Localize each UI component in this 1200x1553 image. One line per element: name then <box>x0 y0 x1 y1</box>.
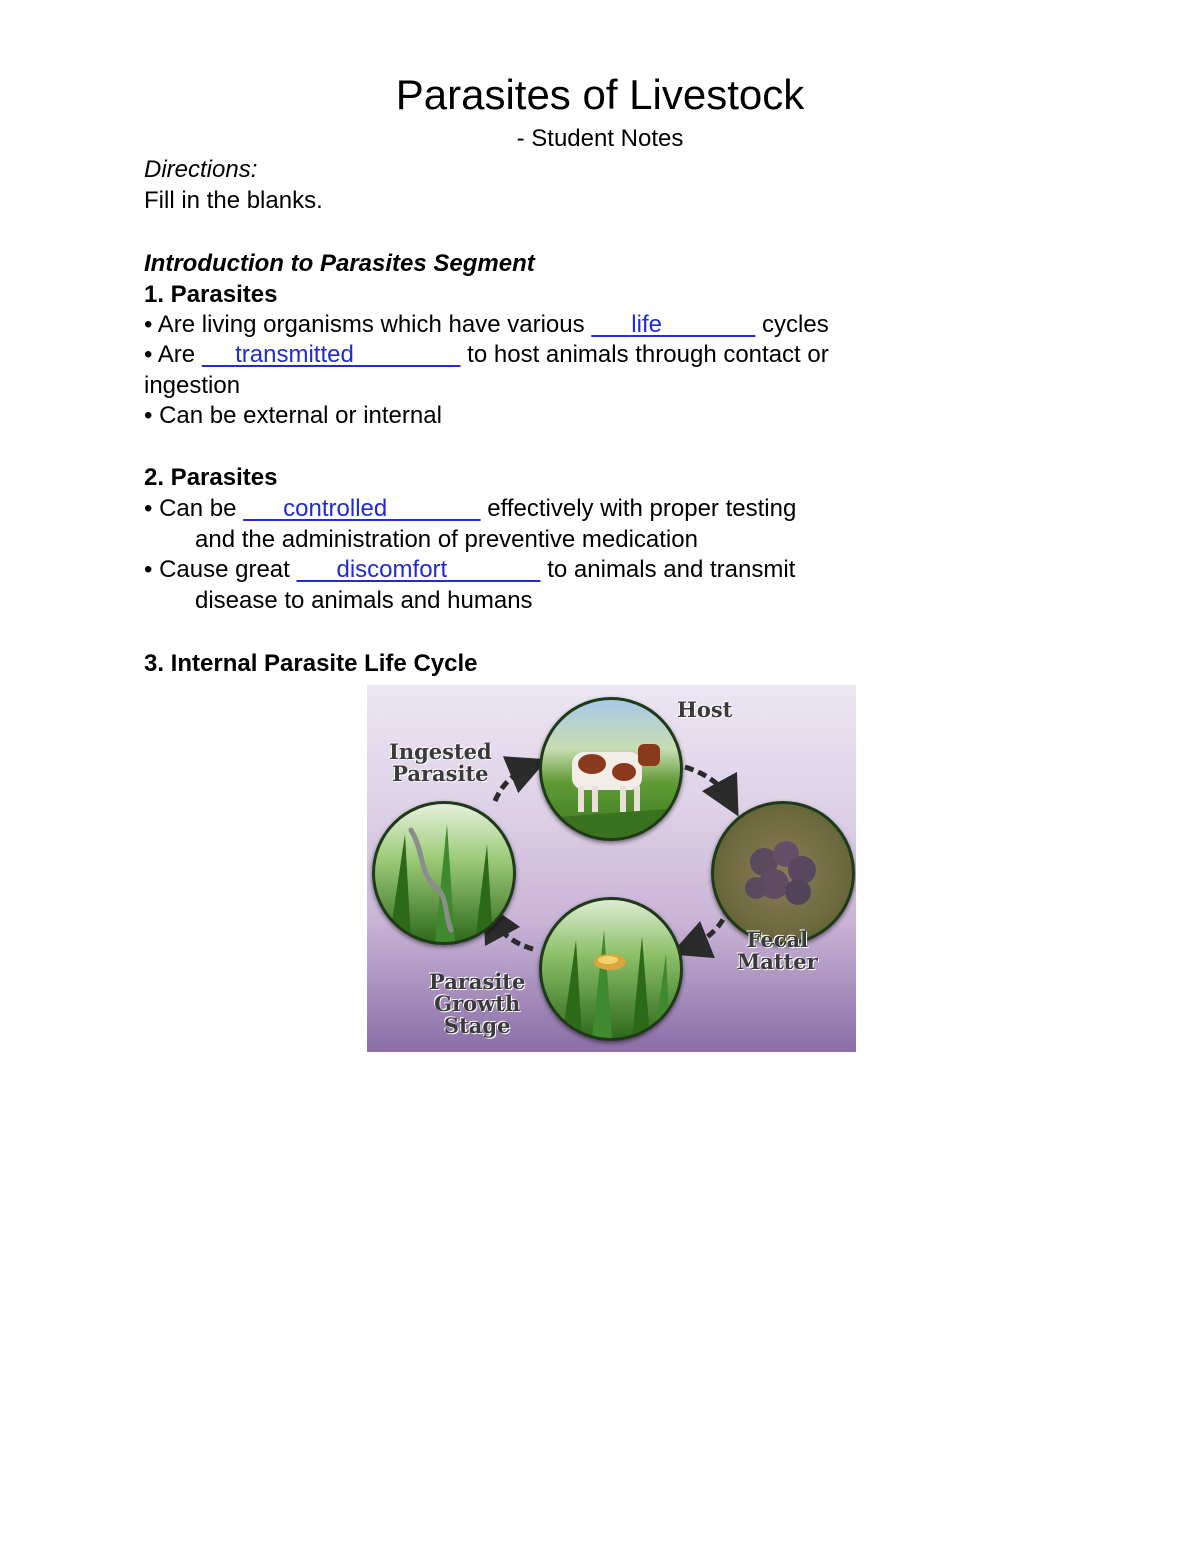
grass-larvae-icon <box>542 900 680 1038</box>
label-fecal-matter: Fecal Matter <box>737 927 818 974</box>
blank-underline <box>202 341 235 368</box>
answer-life: life <box>631 311 662 338</box>
directions-text: Fill in the blanks. <box>144 187 323 214</box>
ingested-circle <box>372 801 516 945</box>
life-cycle-diagram <box>367 685 856 1052</box>
blank-underline <box>387 495 480 522</box>
bullet-text: • Cause great <box>144 556 297 583</box>
section1-bullet3: • Can be external or internal <box>144 402 442 429</box>
bullet-text: • Are living organisms which have various <box>144 311 592 338</box>
section3-heading: 3. Internal Parasite Life Cycle <box>144 650 478 677</box>
cow-icon <box>542 700 680 838</box>
label-ingested-parasite: Ingested Parasite <box>389 739 492 786</box>
answer-discomfort: discomfort <box>336 556 448 583</box>
blank-underline <box>447 556 540 583</box>
fecal-matter-icon <box>714 804 852 942</box>
section1-bullet2-cont: ingestion <box>144 372 241 399</box>
growth-circle <box>539 897 683 1041</box>
bullet-text: • Are <box>144 341 202 368</box>
bullet-text: effectively with proper testing <box>480 495 797 522</box>
label-host: Host <box>677 697 733 722</box>
section2-bullet2-cont: disease to animals and humans <box>195 587 533 614</box>
section2-bullet2 <box>144 555 795 585</box>
directions-label: Directions: <box>144 156 258 183</box>
bullet-text: to host animals through contact or <box>460 341 829 368</box>
worm-grass-icon <box>375 804 513 942</box>
bullet-text: • Can be <box>144 495 244 522</box>
answer-controlled: controlled <box>283 495 388 522</box>
page-subtitle: - Student Notes <box>516 125 684 152</box>
section2-heading: 2. Parasites <box>144 464 278 491</box>
host-circle <box>539 697 683 841</box>
blank-underline <box>296 556 336 583</box>
blank-underline <box>662 311 755 338</box>
arrow-ingested-to-host <box>495 767 529 801</box>
arrow-growth-to-ingested <box>493 919 533 949</box>
segment-title: Introduction to Parasites Segment <box>144 250 535 277</box>
section2-bullet1 <box>144 494 796 524</box>
section1-bullet1 <box>144 310 829 340</box>
label-parasite-growth-stage: Parasite Growth Stage <box>429 969 526 1038</box>
bullet-text: to animals and transmit <box>540 556 796 583</box>
blank-underline <box>591 311 631 338</box>
section1-bullet2 <box>144 340 829 370</box>
fecal-circle <box>711 801 855 945</box>
arrow-host-to-fecal <box>685 767 729 799</box>
blank-underline <box>354 341 461 368</box>
bullet-text: cycles <box>755 311 829 338</box>
blank-underline <box>243 495 283 522</box>
page-title: Parasites of Livestock <box>395 71 805 118</box>
section1-heading: 1. Parasites <box>144 281 278 308</box>
section2-bullet1-cont: and the administration of preventive medication <box>195 526 698 553</box>
answer-transmitted: transmitted <box>235 341 354 368</box>
